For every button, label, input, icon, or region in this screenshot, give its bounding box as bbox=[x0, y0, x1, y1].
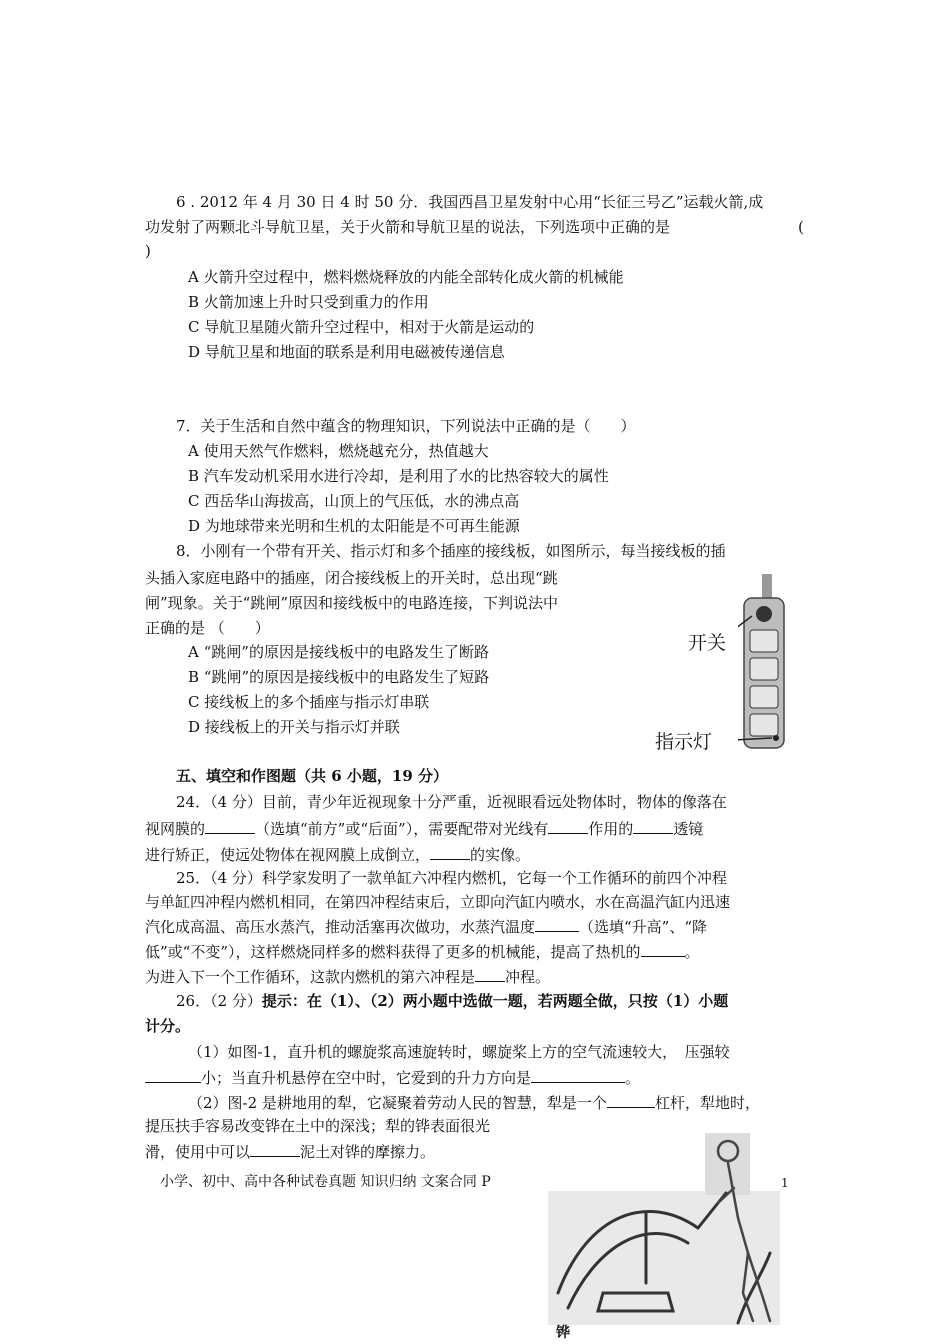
q26-part2-line1 bbox=[188, 1091, 760, 1114]
q24-blank-3 bbox=[633, 817, 673, 834]
q7-option-d: D 为地球带来光明和生机的太阳能是不可再生能源 bbox=[188, 517, 520, 535]
q6-paren-close: ) bbox=[145, 242, 151, 260]
q26-number: 26．（2 分） bbox=[176, 992, 262, 1010]
q26-line2: 计分。 bbox=[145, 1017, 191, 1035]
q24-line3 bbox=[145, 843, 530, 866]
q26-part2-line2: 提压扶手容易改变铧在土中的深浅；犁的铧表面很光 bbox=[145, 1117, 491, 1135]
q25-line5 bbox=[145, 965, 550, 988]
q25-line1: 25．（4 分）科学家发明了一款单缸六冲程内燃机，它每一个工作循环的前四个冲程 bbox=[176, 869, 727, 887]
q8-line2: 头插入家庭电路中的插座，闭合接线板上的开关时，总出现“跳 bbox=[145, 569, 558, 587]
q7-option-c: C 西岳华山海拔高，山顶上的气压低，水的沸点高 bbox=[188, 492, 520, 510]
q25-blank-1 bbox=[535, 915, 579, 932]
q26-text-b: 。 bbox=[625, 1069, 641, 1087]
q6-option-b: B 火箭加速上升时只受到重力的作用 bbox=[188, 293, 429, 311]
q24-blank-2 bbox=[548, 817, 588, 834]
q8-line3: 闸”现象。关于“跳闸”原因和接线板中的电路连接，下判说法中 bbox=[145, 594, 559, 612]
switch-label: 开关 bbox=[688, 632, 727, 654]
q24-line2 bbox=[145, 817, 703, 840]
section5-title: 五、填空和作图题（共 6 小题，19 分） bbox=[176, 767, 448, 785]
q25-text-b: （选填“升高”、“降 bbox=[579, 918, 708, 936]
q24-text-d: 透镜 bbox=[673, 820, 704, 838]
q26-text-c: （2）图-2 是耕地用的犁，它凝聚着劳动人民的智慧，犁是一个 bbox=[188, 1094, 607, 1112]
q26-text-d: 杠杆，犁地时， bbox=[654, 1094, 760, 1112]
q26-blank-1 bbox=[145, 1066, 201, 1083]
indicator-label: 指示灯 bbox=[655, 731, 713, 753]
q26-text-a: 小；当直升机悬停在空中时，它爱到的升力方向是 bbox=[201, 1069, 532, 1087]
q6-option-a: A 火箭升空过程中，燃料燃烧释放的内能全部转化成火箭的机械能 bbox=[188, 268, 624, 286]
q26-blank-4 bbox=[250, 1140, 300, 1157]
q25-blank-3 bbox=[475, 965, 505, 982]
q8-option-d: D 接线板上的开关与指示灯并联 bbox=[188, 718, 400, 736]
q6-paren-open: ( bbox=[798, 218, 804, 236]
q25-line3 bbox=[145, 915, 707, 938]
q8-line4: 正确的是 （ ） bbox=[145, 619, 270, 637]
q26-blank-3 bbox=[607, 1091, 655, 1108]
q25-line2: 与单缸四冲程内燃机相同，在第四冲程结束后，立即向汽缸内喷水，水在高温汽缸内迅速 bbox=[145, 893, 731, 911]
q24-text-e: 进行矫正，使远处物体在视网膜上成倒立， bbox=[145, 846, 431, 864]
q26-text-f: 泥土对铧的摩擦力。 bbox=[300, 1143, 436, 1161]
q8-option-a: A “跳闸”的原因是接线板中的电路发生了断路 bbox=[188, 643, 489, 661]
socket-3 bbox=[750, 686, 778, 708]
q26-part1-line1: （1）如图-1，直升机的螺旋浆高速旋转时，螺旋桨上方的空气流速较大， 压强较 bbox=[188, 1043, 730, 1061]
q8-line1: 8．小刚有一个带有开关、指示灯和多个插座的接线板，如图所示，每当接线板的插 bbox=[176, 542, 726, 560]
q24-line1: 24．（4 分）目前，青少年近视现象十分严重，近视眼看远处物体时，物体的像落在 bbox=[176, 793, 727, 811]
q25-text-f: 冲程。 bbox=[505, 968, 551, 986]
footer-fragment: 1 bbox=[781, 1176, 789, 1190]
q25-text-c: 低”或“不变”），这样燃烧同样多的燃料获得了更多的机械能，提高了热机的 bbox=[145, 943, 641, 961]
q6-line2: 功发射了两颗北斗导航卫星，关于火箭和导航卫星的说法，下列选项中正确的是 bbox=[145, 218, 671, 236]
share-label: 铧 bbox=[556, 1325, 570, 1341]
q26-part2-line3 bbox=[145, 1140, 435, 1163]
q24-blank-4 bbox=[430, 843, 470, 860]
q26-line1 bbox=[176, 990, 728, 1012]
q25-line4 bbox=[145, 940, 700, 963]
switch-button bbox=[756, 606, 772, 622]
q7-option-a: A 使用天然气作燃料，燃烧越充分，热值越大 bbox=[188, 442, 489, 460]
q24-blank-1 bbox=[205, 817, 255, 834]
q6-option-c: C 导航卫星随火箭升空过程中，相对于火箭是运动的 bbox=[188, 318, 535, 336]
q26-blank-2 bbox=[531, 1066, 625, 1083]
q24-text-a: 视网膜的 bbox=[145, 820, 206, 838]
q8-option-b: B “跳闸”的原因是接线板中的电路发生了短路 bbox=[188, 668, 490, 686]
q26-part1-line2 bbox=[145, 1066, 640, 1089]
q24-text-f: 的实像。 bbox=[470, 846, 531, 864]
q8-option-c: C 接线板上的多个插座与指示灯串联 bbox=[188, 693, 430, 711]
q26-hint: 提示：在（1）、（2）两小题中选做一题，若两题全做，只按（1）小题 bbox=[261, 992, 729, 1010]
q25-text-d: 。 bbox=[684, 943, 700, 961]
q25-text-a: 汽化成高温、高压水蒸汽，推动活塞再次做功，水蒸汽温度 bbox=[145, 918, 536, 936]
q6-option-d: D 导航卫星和地面的联系是利用电磁被传递信息 bbox=[188, 343, 505, 361]
socket-1 bbox=[750, 630, 778, 652]
q26-text-e: 滑，使用中可以 bbox=[145, 1143, 251, 1161]
q25-text-e: 为进入下一个工作循环，这款内燃机的第六冲程是 bbox=[145, 968, 476, 986]
q7-option-b: B 汽车发动机采用水进行冷却，是利用了水的比热容较大的属性 bbox=[188, 467, 609, 485]
q6-line1: 6 . 2012 年 4 月 30 日 4 时 50 分．我国西昌卫星发射中心用“长征三号乙”运载火箭,成 bbox=[176, 193, 764, 211]
q24-text-c: 作用的 bbox=[588, 820, 634, 838]
socket-4 bbox=[750, 714, 778, 736]
footer-text: 小学、初中、高中各种试卷真题 知识归纳 文案合同 P bbox=[160, 1174, 491, 1190]
q25-blank-2 bbox=[641, 940, 685, 957]
q24-text-b: （选填“前方”或“后面”），需要配带对光线有 bbox=[255, 820, 549, 838]
socket-2 bbox=[750, 658, 778, 680]
q7-stem: 7．关于生活和自然中蕴含的物理知识，下列说法中正确的是（ ） bbox=[176, 417, 636, 435]
indicator-light bbox=[773, 735, 779, 741]
plough-figure bbox=[548, 1133, 780, 1325]
power-strip-figure bbox=[738, 574, 808, 754]
